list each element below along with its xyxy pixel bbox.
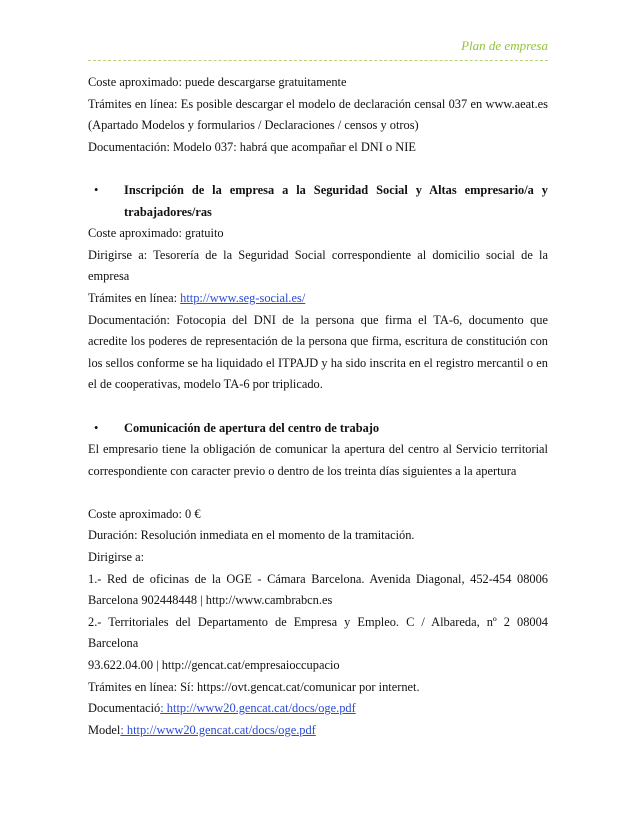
documentacio-link[interactable]: : http://www20.gencat.cat/docs/oge.pdf bbox=[160, 701, 356, 716]
section-title: Comunicación de apertura del centro de trabajo bbox=[124, 420, 380, 435]
office-item-2: 2.- Territoriales del Departamento de Empresa y Empleo. C / Albareda, nº 2 08004 Barcelona bbox=[88, 614, 548, 651]
bullet-icon: • bbox=[94, 182, 99, 197]
office-item-2-phone: 93.622.04.00 | http://gencat.cat/empresaioccupacio bbox=[88, 658, 340, 673]
model-link[interactable]: : http://www20.gencat.cat/docs/oge.pdf bbox=[120, 722, 316, 737]
spacer bbox=[88, 158, 548, 180]
coste-line: Coste aproximado: gratuito bbox=[88, 226, 224, 241]
bullet-icon: • bbox=[94, 420, 99, 435]
documentacion-line: Documentación: Fotocopia del DNI de la persona que firma el TA-6, documento que acredite los poderes de representación de la persona que firma, escritura de constitución con los sellos conforme se ha liquidado el ITPAJD y ha sido inscrita en el registro mercantil o en el de cooperativas, modelo TA-6 por triplicado. bbox=[88, 312, 548, 392]
spacer bbox=[88, 396, 548, 418]
documentacio-label: Documentació bbox=[88, 701, 161, 716]
coste-line: Coste aproximado: 0 € bbox=[88, 506, 201, 521]
section-title: Inscripción de la empresa a la Seguridad Social y Altas empresario/a y trabajadores/ras bbox=[124, 182, 548, 219]
header-divider bbox=[88, 60, 548, 61]
dirigirse-line: Dirigirse a: Tesorería de la Seguridad Social correspondiente al domicilio social de la empresa bbox=[88, 247, 548, 284]
model-label: Model bbox=[88, 722, 121, 737]
tramites-line: Trámites en línea: Sí: https://ovt.gencat.cat/comunicar por internet. bbox=[88, 679, 420, 694]
tramites-line bbox=[88, 288, 548, 310]
spacer bbox=[88, 482, 548, 504]
tramites-line: Trámites en línea: Es posible descargar el modelo de declaración censal 037 en www.aeat.es (Apartado Modelos y formularios / Declaraciones / censos y otros) bbox=[88, 96, 548, 133]
dirigirse-line: Dirigirse a: bbox=[88, 550, 145, 565]
office-item-1: 1.- Red de oficinas de la OGE - Cámara Barcelona. Avenida Diagonal, 452-454 08006 Barcelona 902448448 | http://www.cambrabcn.es bbox=[88, 571, 548, 608]
page-header-title: Plan de empresa bbox=[461, 38, 548, 53]
intro-paragraph: El empresario tiene la obligación de comunicar la apertura del centro al Servicio territorial correspondiente con caracter previo o dentro de los treinta días siguientes a la apertura bbox=[88, 442, 548, 478]
duracion-line: Duración: Resolución inmediata en el momento de la tramitación. bbox=[88, 528, 415, 543]
model-line bbox=[88, 720, 548, 742]
section-heading-apertura bbox=[88, 418, 548, 440]
documentacio-line bbox=[88, 698, 548, 720]
tramites-label: Trámites en línea: bbox=[88, 290, 181, 305]
section-heading-seguridad-social bbox=[88, 180, 548, 223]
documentacion-line: Documentación: Modelo 037: habrá que acompañar el DNI o NIE bbox=[88, 139, 416, 154]
coste-line: Coste aproximado: puede descargarse gratuitamente bbox=[88, 75, 347, 89]
seg-social-link[interactable]: http://www.seg-social.es/ bbox=[180, 290, 306, 305]
document-body bbox=[88, 72, 548, 741]
